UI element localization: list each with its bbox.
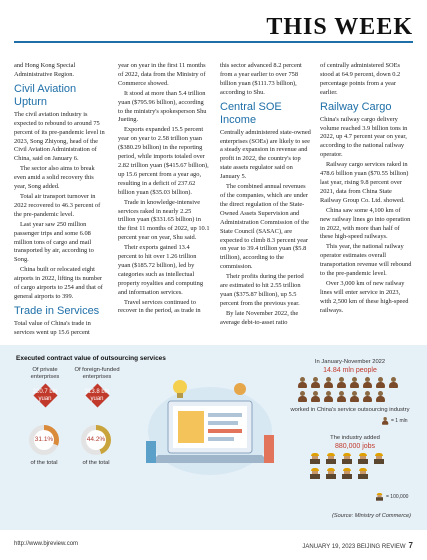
worker-icon [358, 468, 368, 479]
people-legend [382, 417, 412, 426]
person-icon [350, 391, 359, 402]
people-count: 14.84 mln people [323, 367, 377, 374]
person-icon [337, 377, 346, 388]
person-icon [324, 391, 333, 402]
paragraph: of centrally administered SOEs stood at 64.9 percent, down 0.2 percentage points from a year earlier. [320, 62, 401, 96]
outsourcing-infographic [0, 345, 427, 530]
article-column-1 [14, 62, 106, 339]
of-total-label: of the total [82, 460, 110, 466]
workers-pictogram [290, 453, 410, 483]
headline-central-soe-income: Central SOE Income [220, 100, 282, 126]
paragraph: The combined annual revenues of the companies, which are under the direct regulation of the State-Owned Assets Supervision and Administration Commission of the State Council (SASAC), are expected to climb 8.3 percent year on year to 39.4 trillion yuan ($5.8 trillion), according to the commission. [220, 183, 309, 271]
worker-icon [326, 453, 336, 464]
paragraph: The civil aviation industry is expected to rebound to around 75 percent of its pre-pandemic level in 2023, Song Zhiyong, head of the Civil Aviation Administration of China, said on January 6. [14, 110, 105, 163]
paragraph: Last year saw 250 million passenger trips and some 6.08 million tons of cargo and mail transported by air, according to Song. [14, 220, 94, 264]
issue-info [302, 541, 413, 550]
header [0, 0, 427, 40]
paragraph: this sector advanced 8.2 percent from a year earlier to over 758 billion yuan ($111.73 billion), according to Shu. [220, 62, 302, 96]
paragraph: Railway cargo services raked in 478.6 billion yuan ($70.55 billion) last year, rising 9.8 percent over 2021, data from China State Railway Group Co. Ltd. showed. [320, 161, 409, 204]
headline-railway-cargo: Railway Cargo [320, 100, 392, 113]
worker-icon [358, 453, 368, 464]
private-value: 220.7 bln yuan [32, 389, 58, 402]
foreign-enterprises-label: Of foreign-funded enterprises [74, 367, 120, 380]
jobs-label: The industry added [330, 435, 380, 441]
article-column-2 [118, 62, 210, 317]
paragraph: Over 3,000 km of new railway lines will enter service in 2023, with 2,500 km of these high-speed railways. [320, 279, 409, 314]
source-note: (Source: Ministry of Commerce) [332, 513, 411, 519]
people-pictogram [298, 377, 408, 405]
person-icon [363, 377, 372, 388]
of-total-label: of the total [30, 460, 58, 466]
infographic-title: Executed contract value of outsourcing services [16, 355, 166, 362]
person-icon [376, 391, 385, 402]
issue-date: JANUARY 19, 2023 BEIJING REVIEW [302, 544, 406, 550]
headline-trade-in-services: Trade in Services [14, 304, 100, 317]
person-icon [363, 391, 372, 402]
paragraph: Their profits during the period are estimated to hit 2.55 trillion yuan ($375.87 billion), up 5.5 percent from the previous year. [220, 273, 304, 307]
worker-icon [374, 453, 384, 464]
person-icon [350, 377, 359, 388]
worker-icon [310, 468, 320, 479]
person-icon [298, 377, 307, 388]
paragraph: and Hong Kong Special Administrative Region. [14, 62, 76, 78]
paragraph: Travel services continued to recover in the period, as trade in [118, 298, 201, 315]
jobs-legend [376, 493, 416, 503]
private-share-donut [29, 425, 59, 455]
paragraph: Total air transport turnover in 2022 recovered to 46.3 percent of the pre-pandemic level. [14, 192, 101, 218]
paragraph: China built or relocated eight airports in 2022, lifting its number of cargo airports to 254 and that of general airports to 399. [14, 266, 103, 300]
paragraph: year on year in the first 11 months of 2022, data from the Ministry of Commerce showed. [118, 62, 206, 87]
paragraph: Centrally administered state-owned enterprises (SOEs) are likely to see a steady expansion in revenue and profit in 2022, the country's top state assets regulator said on January 5. [220, 128, 311, 181]
person-icon [382, 417, 388, 425]
worker-icon [342, 468, 352, 479]
footer [0, 534, 427, 560]
paragraph: The sector also aims to break even amid a solid recovery this year, Song added. [14, 165, 95, 191]
worker-icon [310, 453, 320, 464]
paragraph: Total value of China's trade in services went up 15.6 percent [14, 319, 91, 336]
people-legend-text: = 1 mln [391, 418, 408, 424]
paragraph: It stood at more than 5.4 trillion yuan ($795.96 billion), according to the ministry's spokesperson Shu Jueting. [118, 89, 207, 124]
private-share: 31.1% [34, 430, 54, 450]
worker-icon [376, 493, 383, 501]
foreign-share: 44.2% [86, 430, 106, 450]
person-icon [376, 377, 385, 388]
foreign-share-donut [81, 425, 111, 455]
paragraph: By late November 2022, the average debt-to-asset ratio [220, 309, 299, 326]
person-icon [324, 377, 333, 388]
section-title: THIS WEEK [266, 14, 413, 40]
jobs-legend-text: = 100,000 [386, 494, 409, 500]
website-link[interactable]: http://www.bjreview.com [14, 541, 79, 547]
person-icon [337, 391, 346, 402]
paragraph: Their exports gained 13.4 percent to hit over 1.26 trillion yuan ($185.72 billion), led by categories such as intellectual property royalties and computing and information services. [118, 244, 204, 296]
paragraph: China saw some 4,100 km of new railway lines go into operation in 2022, with more than half of these high-speed railways. [320, 206, 411, 241]
person-icon [311, 377, 320, 388]
people-caption: worked in China's service outsourcing industry [290, 407, 410, 413]
paragraph: Exports expanded 15.5 percent year on year to 2.58 trillion yuan ($380.29 billion) in the reporting period, while imports totaled over 2.82 trillion yuan ($415.67 billion), up 15.6 percent from a year ago, resulting in a deficit of 237.62 billion yuan ($35.03 billion). [118, 126, 209, 196]
private-enterprises-label: Of private enterprises [30, 367, 60, 380]
headline-civil-aviation: Civil Aviation Upturn [14, 82, 77, 108]
person-icon [311, 391, 320, 402]
header-rule [14, 41, 413, 43]
paragraph: China's railway cargo delivery volume reached 3.9 billion tons in 2022, up 4.7 percent year on year, according to the national railway operator. [320, 115, 408, 159]
person-icon [389, 377, 398, 388]
person-icon [298, 391, 307, 402]
article-column-3 [220, 62, 312, 329]
foreign-value: 313.8 bln yuan [84, 389, 110, 402]
paragraph: Trade in knowledge-intensive services raked in nearly 2.25 trillion yuan ($331.65 billion) in the first 11 months of 2022, up 10.1 percent year on year, Shu said. [118, 198, 210, 242]
page-number: 7 [408, 541, 413, 550]
jobs-count: 880,000 jobs [334, 443, 376, 450]
article-column-4 [320, 62, 412, 317]
period-label: In January-November 2022 [314, 359, 386, 365]
laptop-illustration [140, 371, 280, 481]
worker-icon [326, 468, 336, 479]
worker-icon [342, 453, 352, 464]
paragraph: This year, the national railway operator estimates overall transportation revenue will rebound to the pre-pandemic level. [320, 243, 412, 278]
